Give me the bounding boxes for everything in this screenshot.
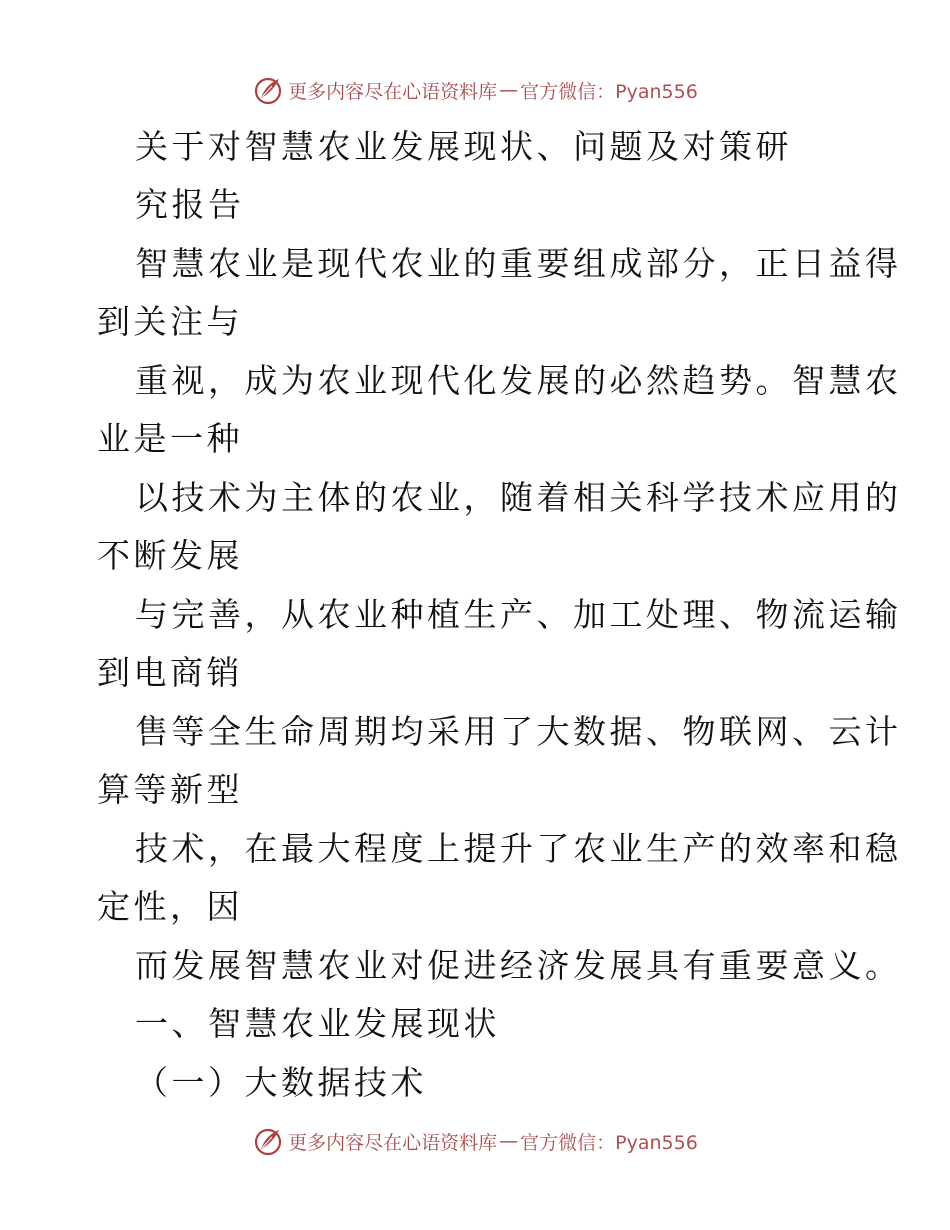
banner-separator: — — [499, 79, 519, 101]
paragraph-line: 重视，成为农业现代化发展的必然趋势。智慧农 — [135, 361, 902, 400]
section-heading: 一、智慧农业发展现状 — [135, 1004, 500, 1043]
title-line-2: 究报告 — [135, 185, 245, 224]
paragraph-line: 算等新型 — [97, 770, 243, 809]
banner-text: 更多内容尽在心语资料库 — [288, 1131, 498, 1154]
banner-text: 更多内容尽在心语资料库 — [288, 80, 498, 103]
paragraph-line: 智慧农业是现代农业的重要组成部分，正日益得 — [135, 244, 902, 283]
paragraph-line: 定性，因 — [97, 887, 243, 926]
subsection-heading: （一）大数据技术 — [135, 1063, 427, 1102]
feather-logo-icon — [252, 1125, 284, 1157]
paragraph-line: 到电商销 — [97, 653, 243, 692]
paragraph-line: 业是一种 — [97, 419, 243, 458]
banner-wechat: 官方微信：Pyan556 — [520, 1131, 698, 1154]
paragraph-line: 到关注与 — [97, 302, 243, 341]
footer-watermark-banner — [0, 1121, 950, 1161]
paragraph-line: 不断发展 — [97, 536, 243, 575]
banner-wechat: 官方微信：Pyan556 — [520, 80, 698, 103]
paragraph-line: 技术，在最大程度上提升了农业生产的效率和稳 — [135, 829, 902, 868]
paragraph-line: 与完善，从农业种植生产、加工处理、物流运输 — [135, 595, 902, 634]
banner-separator: — — [499, 1130, 519, 1152]
title-line-1: 关于对智慧农业发展现状、问题及对策研 — [135, 127, 792, 166]
paragraph-line: 而发展智慧农业对促进经济发展具有重要意义。 — [135, 946, 902, 985]
header-watermark-banner — [0, 70, 950, 110]
paragraph-line: 售等全生命周期均采用了大数据、物联网、云计 — [135, 712, 902, 751]
feather-logo-icon — [252, 74, 284, 106]
paragraph-line: 以技术为主体的农业，随着相关科学技术应用的 — [135, 478, 902, 517]
